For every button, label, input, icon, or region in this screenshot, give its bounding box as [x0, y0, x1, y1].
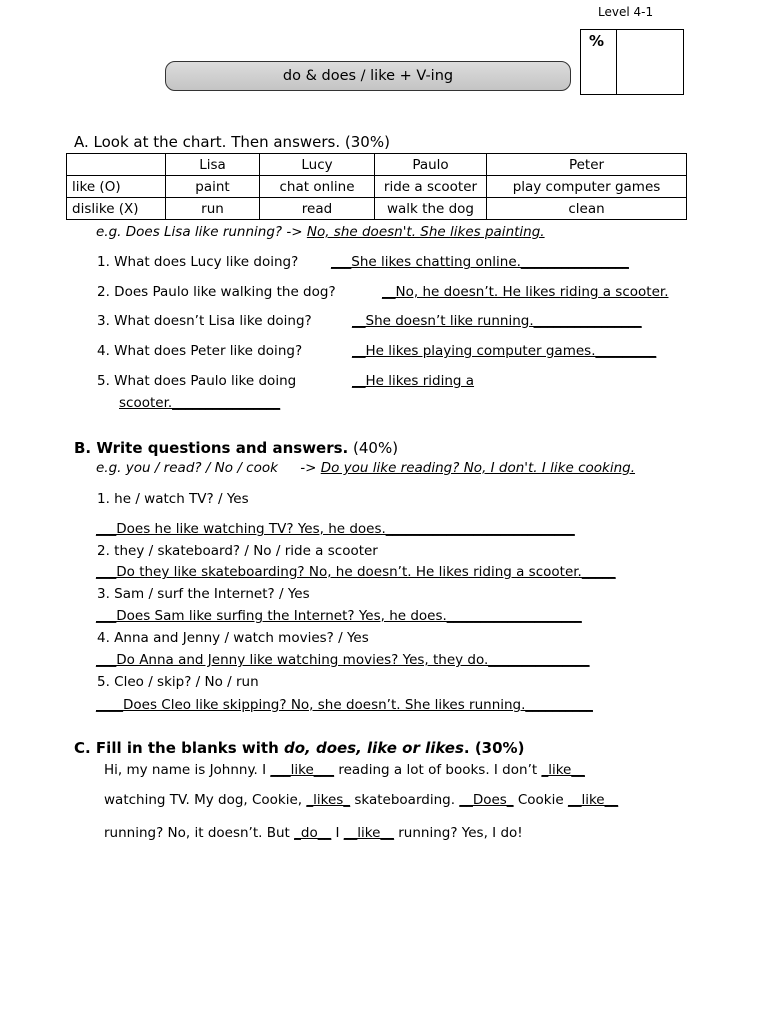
- chart-row-dislike: [67, 198, 687, 220]
- b-question-3: 3. Sam / surf the Internet? / Yes: [97, 586, 310, 602]
- a-answer-1: ___She likes chatting online.________________: [331, 254, 629, 270]
- a-question-3: 3. What doesn’t Lisa like doing?: [97, 313, 312, 329]
- preference-chart: [66, 153, 687, 220]
- chart-cell: like (O): [67, 176, 166, 198]
- b-answer-1: ___Does he like watching TV? Yes, he does.____________________________: [96, 521, 575, 537]
- chart-header-cell: Lisa: [166, 154, 260, 176]
- b-example-arrow: ->: [300, 460, 317, 476]
- c-text: watching TV. My dog, Cookie,: [104, 792, 307, 808]
- score-percent-symbol: %: [589, 32, 605, 50]
- c-blank-5: __like__: [567, 792, 619, 808]
- c-text: Cookie: [513, 792, 568, 808]
- section-c-percent: . (30%): [463, 739, 525, 757]
- section-b-example: [96, 460, 635, 476]
- b-answer-5: ____Does Cleo like skipping? No, she doesn’t. She likes running.__________: [96, 697, 593, 713]
- c-passage-line-1: [104, 762, 585, 778]
- b-answer-2: ___Do they like skateboarding? No, he doesn’t. He likes riding a scooter._____: [96, 564, 616, 580]
- a-answer-4: __He likes playing computer games._________: [352, 343, 657, 359]
- chart-header-cell: Lucy: [260, 154, 375, 176]
- chart-row-like: [67, 176, 687, 198]
- worksheet-title: do & does / like + V-ing: [165, 61, 571, 91]
- section-c-title: C. Fill in the blanks with: [74, 739, 284, 757]
- b-question-5: 5. Cleo / skip? / No / run: [97, 674, 259, 690]
- score-box-divider: [616, 30, 617, 94]
- c-text: running? Yes, I do!: [393, 825, 523, 841]
- chart-header-row: [67, 154, 687, 176]
- a-question-4: 4. What does Peter like doing?: [97, 343, 303, 359]
- b-example-prompt: e.g. you / read? / No / cook: [96, 460, 278, 476]
- b-answer-3: ___Does Sam like surfing the Internet? Yes, he does.____________________: [96, 608, 582, 624]
- a-question-1: 1. What does Lucy like doing?: [97, 254, 299, 270]
- c-blank-4: __Does_: [459, 792, 514, 808]
- c-text: running? No, it doesn’t. But: [104, 825, 295, 841]
- b-answer-4: ___Do Anna and Jenny like watching movies? Yes, they do._______________: [96, 652, 590, 668]
- c-passage-line-2: [104, 792, 618, 808]
- b-question-2: 2. they / skateboard? / No / ride a scooter: [97, 543, 378, 559]
- chart-cell: play computer games: [487, 176, 687, 198]
- c-text: I: [331, 825, 344, 841]
- c-blank-2: _like__: [541, 762, 585, 778]
- chart-cell: walk the dog: [375, 198, 487, 220]
- c-blank-7: __like__: [343, 825, 394, 841]
- c-text: reading a lot of books. I don’t: [334, 762, 542, 778]
- chart-cell: paint: [166, 176, 260, 198]
- a-question-2: 2. Does Paulo like walking the dog?: [97, 284, 336, 300]
- score-box: [580, 29, 684, 95]
- a-answer-5-continued: scooter.________________: [119, 395, 281, 411]
- a-answer-5: __He likes riding a: [352, 373, 475, 389]
- a-answer-2: __No, he doesn’t. He likes riding a scooter.: [382, 284, 669, 300]
- a-answer-3: __She doesn’t like running.________________: [352, 313, 642, 329]
- section-a-heading: A. Look at the chart. Then answers. (30%): [74, 133, 390, 151]
- chart-cell: chat online: [260, 176, 375, 198]
- chart-cell: read: [260, 198, 375, 220]
- chart-header-cell: [67, 154, 166, 176]
- level-label: Level 4-1: [598, 5, 654, 19]
- c-text: skateboarding.: [350, 792, 460, 808]
- chart-cell: ride a scooter: [375, 176, 487, 198]
- section-b-percent: (40%): [353, 439, 399, 457]
- a-question-5: 5. What does Paulo like doing: [97, 373, 297, 389]
- b-question-1: 1. he / watch TV? / Yes: [97, 491, 249, 507]
- c-text: Hi, my name is Johnny. I: [104, 762, 271, 778]
- c-blank-3: _likes_: [306, 792, 351, 808]
- section-b-title: B. Write questions and answers.: [74, 439, 349, 457]
- section-b-heading: [74, 439, 398, 457]
- chart-cell: dislike (X): [67, 198, 166, 220]
- example-question: e.g. Does Lisa like running? ->: [96, 224, 303, 240]
- chart-header-cell: Peter: [487, 154, 687, 176]
- b-question-4: 4. Anna and Jenny / watch movies? / Yes: [97, 630, 369, 646]
- section-c-heading: [74, 739, 524, 757]
- b-example-answer: Do you like reading? No, I don't. I like cooking.: [320, 460, 636, 476]
- c-blank-1: ___like___: [270, 762, 335, 778]
- c-blank-6: _do__: [294, 825, 332, 841]
- chart-cell: clean: [487, 198, 687, 220]
- section-a-example: [96, 224, 545, 240]
- chart-cell: run: [166, 198, 260, 220]
- example-answer: No, she doesn't. She likes painting.: [306, 224, 545, 240]
- section-c-words: do, does, like or likes: [284, 739, 464, 757]
- chart-header-cell: Paulo: [375, 154, 487, 176]
- c-passage-line-3: [104, 825, 523, 841]
